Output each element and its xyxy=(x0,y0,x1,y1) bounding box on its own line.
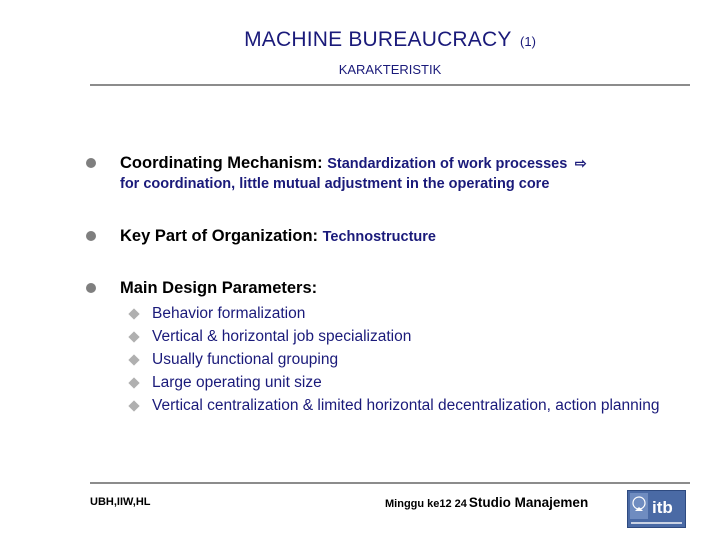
bullet-value: Technostructure xyxy=(322,229,436,245)
list-item-text: Large operating unit size xyxy=(152,374,322,391)
diamond-bullet-icon xyxy=(128,400,139,411)
list-item-text: Behavior formalization xyxy=(152,305,306,322)
footer-authors: UBH,IIW,HL xyxy=(90,496,151,508)
list-item xyxy=(127,348,687,371)
title-suffix: (1) xyxy=(520,34,536,49)
bullet-dot-icon xyxy=(86,231,96,241)
bullet-coordinating-mechanism xyxy=(86,152,587,175)
top-divider xyxy=(90,84,690,86)
bullet-label: Key Part of Organization: xyxy=(120,227,319,245)
bullet-dot-icon xyxy=(86,158,96,168)
itb-logo-icon xyxy=(627,490,686,528)
footer-course xyxy=(385,495,588,510)
footer-studio: Studio Manajemen xyxy=(468,495,589,510)
diamond-bullet-icon xyxy=(128,308,139,319)
bullet-label: Main Design Parameters: xyxy=(120,279,318,297)
list-item xyxy=(127,302,687,325)
list-item-text: Usually functional grouping xyxy=(152,351,339,368)
bullet-continuation: for coordination, little mutual adjustment in the operating core xyxy=(120,176,550,192)
diamond-bullet-icon xyxy=(128,377,139,388)
title-text: MACHINE BUREAUCRACY xyxy=(244,28,512,51)
bullet-dot-icon xyxy=(86,283,96,293)
list-item xyxy=(127,371,687,394)
design-parameters-list xyxy=(127,302,687,417)
list-item-text: Vertical centralization & limited horizontal decentralization, action planning xyxy=(152,397,660,414)
bottom-divider xyxy=(90,482,690,484)
list-item xyxy=(127,394,687,417)
diamond-bullet-icon xyxy=(128,354,139,365)
list-item-text: Vertical & horizontal job specialization xyxy=(152,328,412,345)
bullet-key-part xyxy=(86,225,436,248)
slide-title xyxy=(90,28,690,52)
list-item xyxy=(127,325,687,348)
bullet-main-design-parameters xyxy=(86,277,317,299)
slide-subtitle: KARAKTERISTIK xyxy=(338,62,442,77)
arrow-right-icon: ⇨ xyxy=(574,155,587,171)
footer-week: Minggu ke12 24 xyxy=(385,498,467,510)
diamond-bullet-icon xyxy=(128,331,139,342)
svg-text:itb: itb xyxy=(652,498,673,517)
bullet-label: Coordinating Mechanism: xyxy=(120,154,323,172)
bullet-value: Standardization of work processes xyxy=(327,156,568,172)
